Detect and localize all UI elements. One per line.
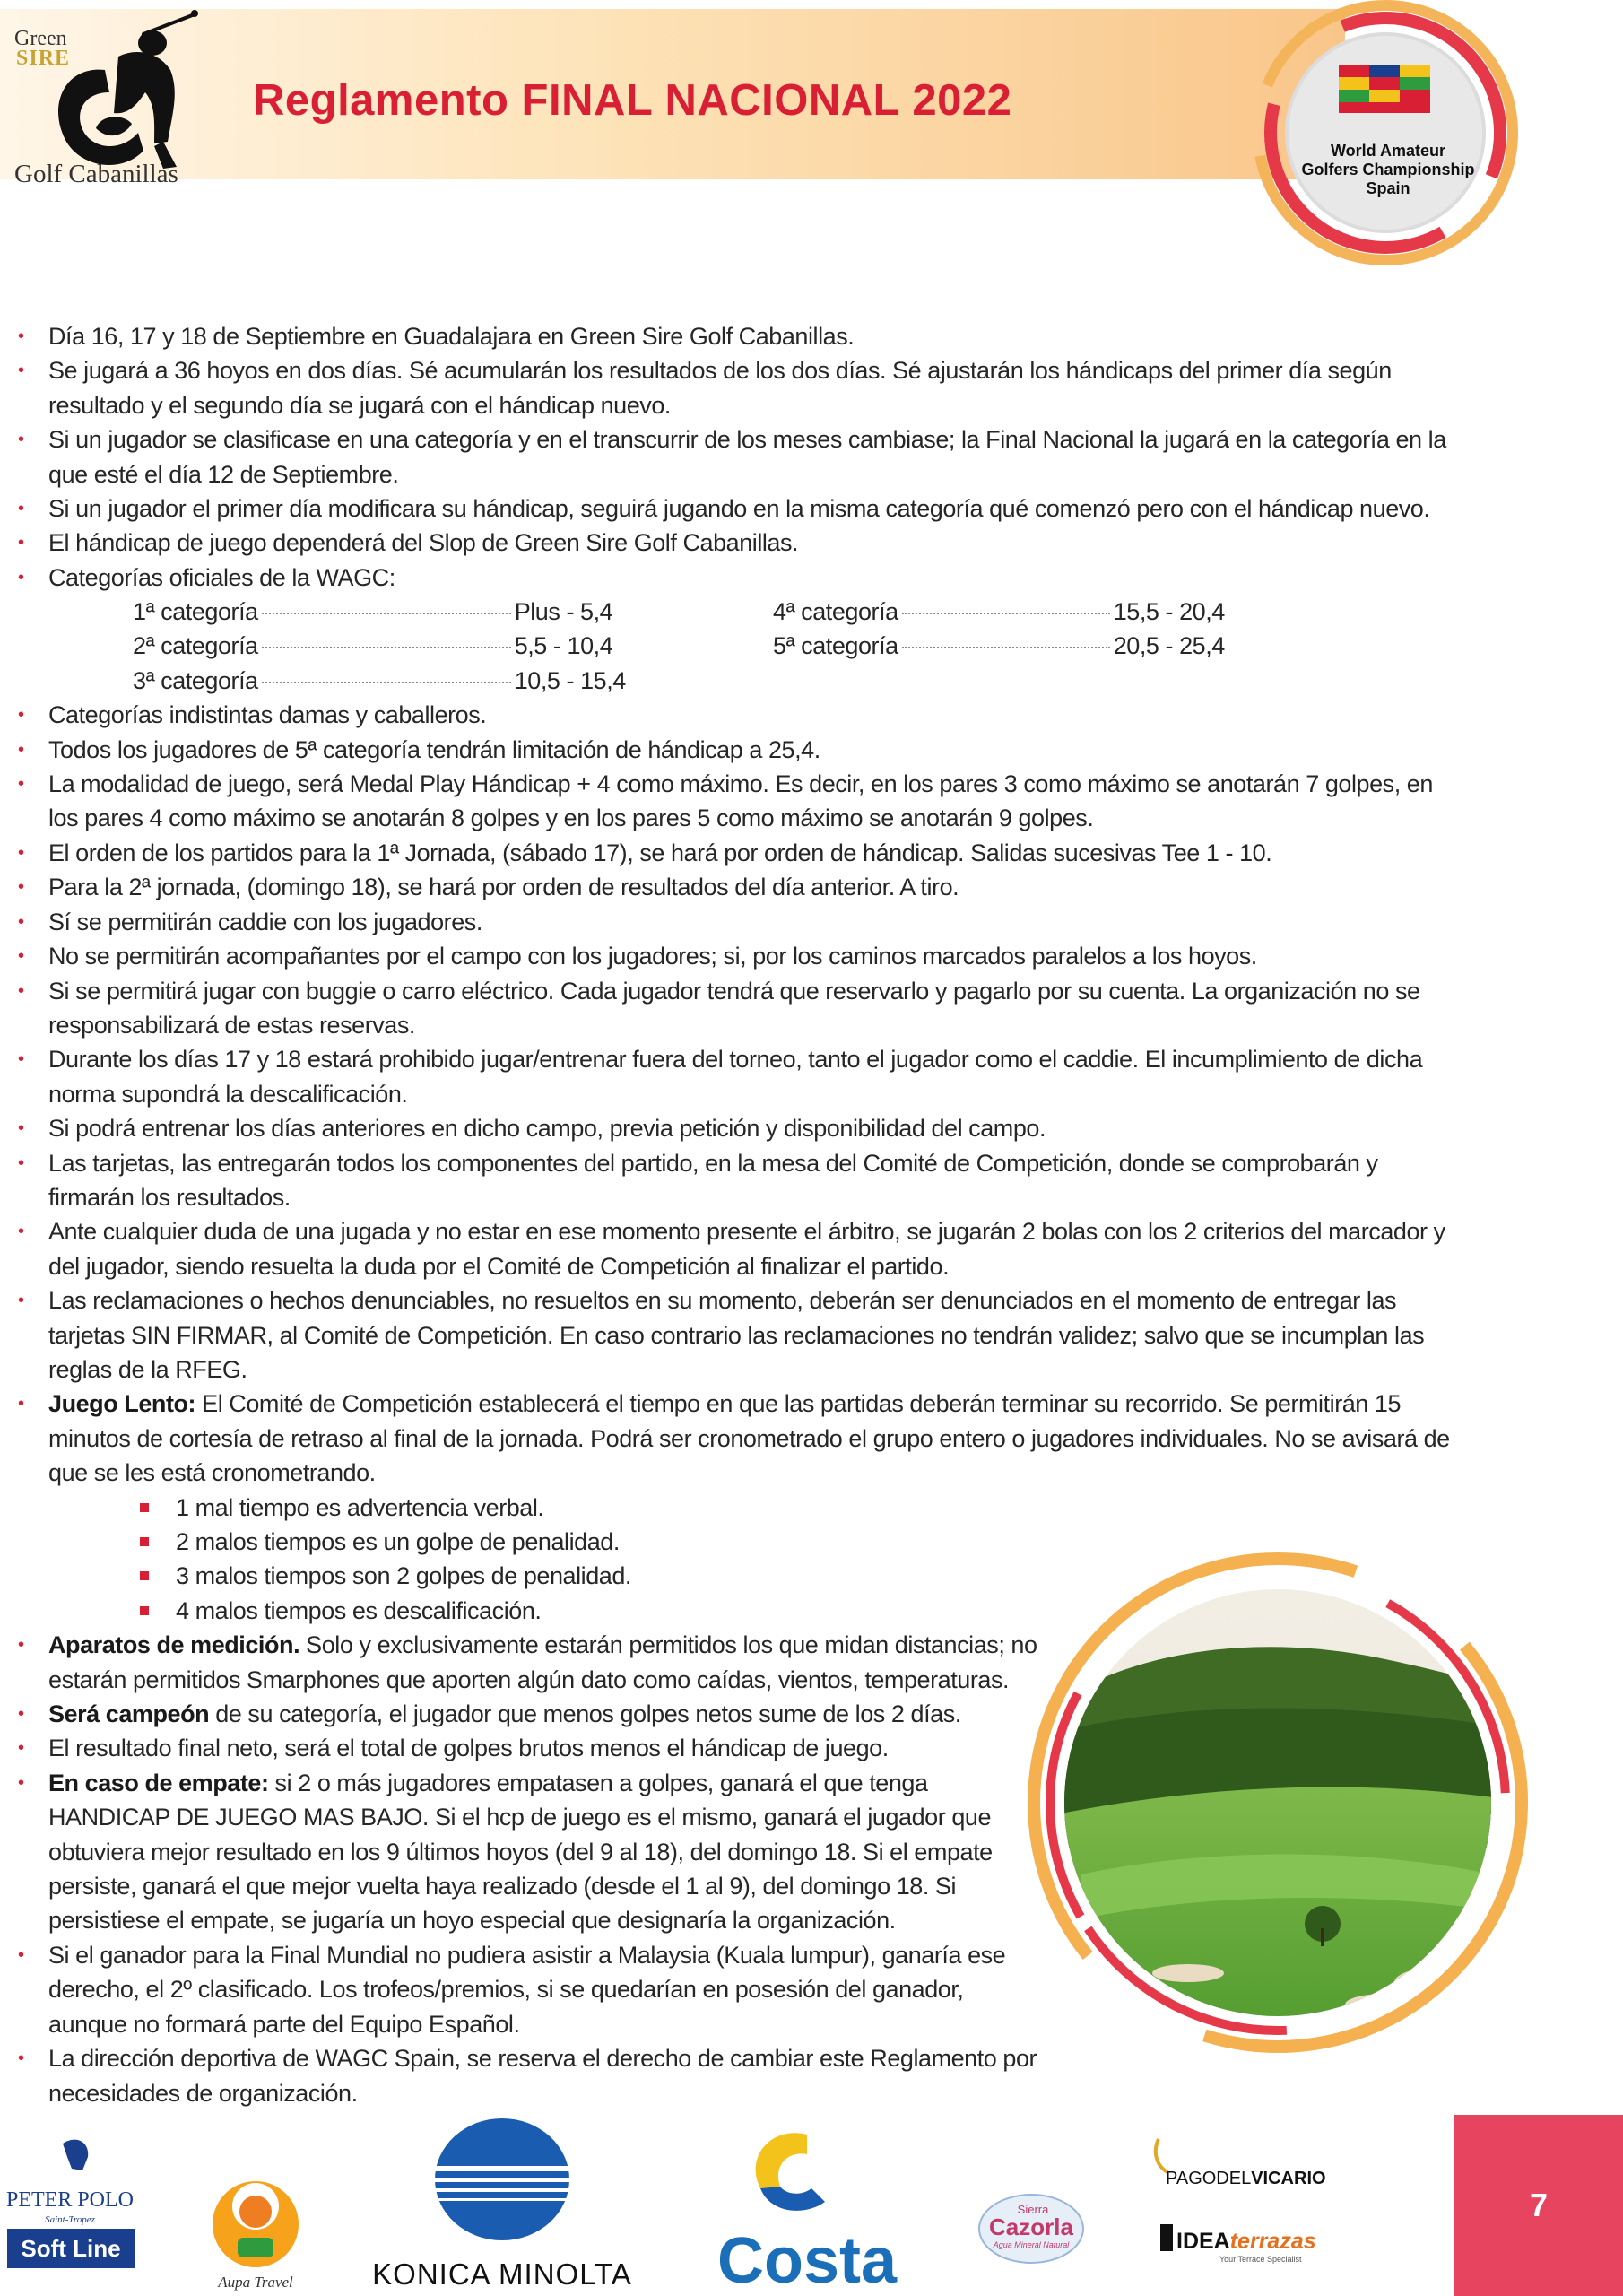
wagc-logo: [1242, 0, 1533, 269]
category-range: 5,5 - 10,4: [514, 632, 613, 660]
rules-list-2: [18, 698, 1462, 1490]
cazorla-sub: Agua Mineral Natural: [993, 2240, 1070, 2249]
category-leader: [902, 646, 1110, 648]
rule-item: • Si un jugador se clasificase en una categoría y en el transcurrir de los meses cambiase; la Final Nacional la jugará en la categoría en la que esté el día 12 de Septiembre.: [18, 422, 1462, 491]
category-row: [133, 595, 612, 629]
softline-text: Soft Line: [21, 2235, 121, 2262]
category-row: [773, 595, 1225, 629]
cazorla-top: Sierra: [1017, 2203, 1049, 2216]
wagc-line3: Spain: [1366, 179, 1410, 197]
rule-item: • Ante cualquier duda de una jugada y no estar en ese momento presente el árbitro, se jugarán 2 bolas con los 2 criterios del marcador y del jugador, siendo resuelta la duda por el Comité de Competición al finalizar el partido.: [18, 1214, 1462, 1283]
idea-part-a: IDEA: [1176, 2229, 1230, 2254]
cazorla-text: Cazorla: [989, 2213, 1073, 2240]
category-label: 5ª categoría: [773, 632, 898, 660]
champion-label: Será campeón: [48, 1700, 210, 1728]
rule-item: • Las tarjetas, las entregarán todos los componentes del partido, en la mesa del Comité de Competición, donde se comprobarán y firmarán los resultados.: [18, 1146, 1462, 1215]
rule-item: • Sí se permitirán caddie con los jugadores.: [18, 905, 1462, 939]
rule-item: • Para la 2ª jornada, (domingo 18), se hará por orden de resultados del día anterior. A tiro.: [18, 870, 1462, 904]
category-label: 1ª categoría: [133, 598, 258, 626]
rule-item: • El orden de los partidos para la 1ª Jornada, (sábado 17), se hará por orden de hándicap. Salidas sucesivas Tee 1 - 10.: [18, 836, 1462, 870]
category-leader: [262, 646, 511, 648]
slow-play-label: Juego Lento:: [48, 1390, 196, 1418]
penalty-item: 3 malos tiempos son 2 golpes de penalidad.: [133, 1559, 1462, 1593]
brand-name: Golf Cabanillas: [14, 160, 178, 188]
tie-text: si 2 o más jugadores empatasen a golpes, ganará el que tenga HANDICAP DE JUEGO MAS BAJO. Si el hcp de juego es el mismo, ganará el jugador que obtuviera mejor resultado en los 9 últimos hoyos (del 9 al 18), del domingo 18. Si el empate persiste, ganará el que mejor vuelta haya realizado (desde el 1 al 9), del domingo 18. Si persistiese el empate, se jugaría un hoyo especial que designaría la organización.: [48, 1769, 993, 1935]
category-leader: [262, 681, 511, 683]
slow-play-text: El Comité de Competición establecerá el tiempo en que las partidas deberán terminar su recorrido. Se permitirán 15 minutos de cortesía de retraso al final de la jornada. Podrá ser cronometrado el grupo entero o jugadores individuales. No se avisará de que se les está cronometrando.: [48, 1390, 1450, 1487]
costa-text: Costa: [716, 2225, 898, 2296]
idea-terrazas-logo: [1160, 2224, 1316, 2264]
costa-logo: [717, 2133, 898, 2296]
rule-item: • Se jugará a 36 hoyos en dos días. Sé acumularán los resultados de los dos días. Sé ajustarán los hándicaps del primer día según resultado y el segundo día se jugará con el hándicap nuevo.: [18, 353, 1462, 422]
idea-sub: Your Terrace Specialist: [1219, 2255, 1302, 2264]
cazorla-logo: [979, 2195, 1083, 2263]
champion-text: de su categoría, el jugador que menos golpes netos sume de los 2 días.: [209, 1700, 961, 1728]
svg-text:PAGODELVICARIO: [1166, 2169, 1326, 2188]
tie-label: En caso de empate:: [48, 1769, 269, 1796]
wagc-line2: Golfers Championship: [1301, 161, 1475, 178]
rule-item: • El resultado final neto, será el total de golpes brutos menos el hándicap de juego.: [18, 1731, 1042, 1765]
rules-list: [18, 319, 1462, 595]
vicario-part-b: VICARIO: [1251, 2169, 1326, 2188]
pago-vicario-logo: [1156, 2139, 1326, 2188]
vicario-part-a: PAGODEL: [1166, 2169, 1252, 2188]
rule-champion: [18, 1697, 1042, 1731]
category-row: [133, 629, 612, 663]
rule-item: • Todos los jugadores de 5ª categoría tendrán limitación de hándicap a 25,4.: [18, 733, 1462, 767]
rule-item: • Si podrá entrenar los días anteriores en dicho campo, previa petición y disponibilidad del campo.: [18, 1111, 1462, 1145]
page-number: 7: [1529, 2187, 1549, 2223]
aupa-text: Aupa Travel: [218, 2274, 293, 2291]
peter-polo-logo: [6, 2140, 135, 2268]
category-leader: [902, 612, 1110, 614]
konica-text: KONICA MINOLTA: [372, 2257, 632, 2291]
category-label: 2ª categoría: [133, 632, 258, 660]
penalty-item: 4 malos tiempos es descalificación.: [133, 1594, 1462, 1628]
category-range: 15,5 - 20,4: [1113, 598, 1225, 626]
category-leader: [262, 612, 511, 614]
peter-polo-sub: Saint-Tropez: [45, 2214, 95, 2225]
brand-green: Green: [14, 27, 67, 50]
rule-item: • Si un jugador el primer día modificara su hándicap, seguirá jugando en la misma categoría qué comenzó pero con el hándicap nuevo.: [18, 491, 1462, 526]
rule-item: • No se permitirán acompañantes por el campo con los jugadores; si, por los caminos marcados paralelos a los hoyos.: [18, 939, 1462, 973]
devices-label: Aparatos de medición.: [48, 1631, 300, 1659]
konica-minolta-logo: [372, 2118, 632, 2291]
sponsor-logos: [0, 2117, 1453, 2296]
svg-text:IDEAterrazas: [1176, 2229, 1316, 2254]
category-row: [773, 629, 1225, 663]
rule-item: • La dirección deportiva de WAGC Spain, se reserva el derecho de cambiar este Reglamento por necesidades de organización.: [18, 2041, 1042, 2110]
page-number-box: [1454, 2115, 1623, 2296]
category-label: 3ª categoría: [133, 667, 258, 695]
penalty-item: 2 malos tiempos es un golpe de penalidad.: [133, 1525, 1462, 1559]
rule-item: • Durante los días 17 y 18 estará prohibido jugar/entrenar fuera del torneo, tanto el jugador como el caddie. El incumplimiento de dicha norma supondrá la descalificación.: [18, 1042, 1462, 1111]
rule-slow-play: [18, 1387, 1462, 1490]
category-label: 4ª categoría: [773, 598, 898, 626]
rules-list-3: [18, 1628, 1042, 2110]
page-title: Reglamento FINAL NACIONAL 2022: [253, 76, 1012, 125]
categories-table: [18, 595, 1462, 698]
aupa-travel-logo: [213, 2181, 299, 2291]
category-range: Plus - 5,4: [514, 598, 613, 626]
golf-course-photo: [1027, 1552, 1529, 2054]
rule-item: • Las reclamaciones o hechos denunciables, no resueltos en su momento, deberán ser denunciados en el momento de entregar las tarjetas SIN FIRMAR, al Comité de Competición. En caso contrario las reclamaciones no tendrán validez; salvo que se incumplan las reglas de la RFEG.: [18, 1283, 1462, 1387]
idea-part-b: terrazas: [1229, 2229, 1316, 2254]
brand-sire: SIRE: [16, 47, 71, 70]
rule-devices: [18, 1628, 1042, 1697]
rule-item: • Categorías indistintas damas y caballeros.: [18, 698, 1462, 732]
rule-item: • Si el ganador para la Final Mundial no pudiera asistir a Malaysia (Kuala lumpur), ganaría ese derecho, el 2º clasificado. Los trofeos/premios, si se quedarían en posesión del ganador, aunque no formará parte del Equipo Español.: [18, 1938, 1042, 2041]
rule-item: • Si se permitirá jugar con buggie o carro eléctrico. Cada jugador tendrá que reservarlo y pagarlo por su cuenta. La organización no se responsabilizará de estas reservas.: [18, 974, 1462, 1043]
peter-polo-text: PETER POLO: [5, 2188, 135, 2212]
devices-text: Solo y exclusivamente estarán permitidos los que midan distancias; no estarán permitidos Smarphones que aporten algún dato como caídas, vientos, temperaturas.: [48, 1631, 1037, 1693]
wagc-caption: [1282, 142, 1494, 198]
category-range: 20,5 - 25,4: [1113, 632, 1225, 660]
rule-tie: [18, 1766, 1042, 1938]
rule-item: • El hándicap de juego dependerá del Slop de Green Sire Golf Cabanillas.: [18, 526, 1462, 560]
penalty-item: 1 mal tiempo es advertencia verbal.: [133, 1491, 1462, 1525]
category-range: 10,5 - 15,4: [514, 667, 626, 695]
rule-item: • Día 16, 17 y 18 de Septiembre en Guadalajara en Green Sire Golf Cabanillas.: [18, 319, 1462, 353]
wagc-line1: World Amateur: [1330, 142, 1445, 160]
category-row: [133, 664, 626, 698]
rule-item: • La modalidad de juego, será Medal Play Hándicap + 4 como máximo. Es decir, en los pares 3 como máximo se anotarán 7 golpes, en los pares 4 como máximo se anotarán 8 golpes y en los pares 5 como máximo se anotarán 9 golpes.: [18, 767, 1462, 836]
rule-item: • Categorías oficiales de la WAGC:: [18, 561, 1462, 595]
